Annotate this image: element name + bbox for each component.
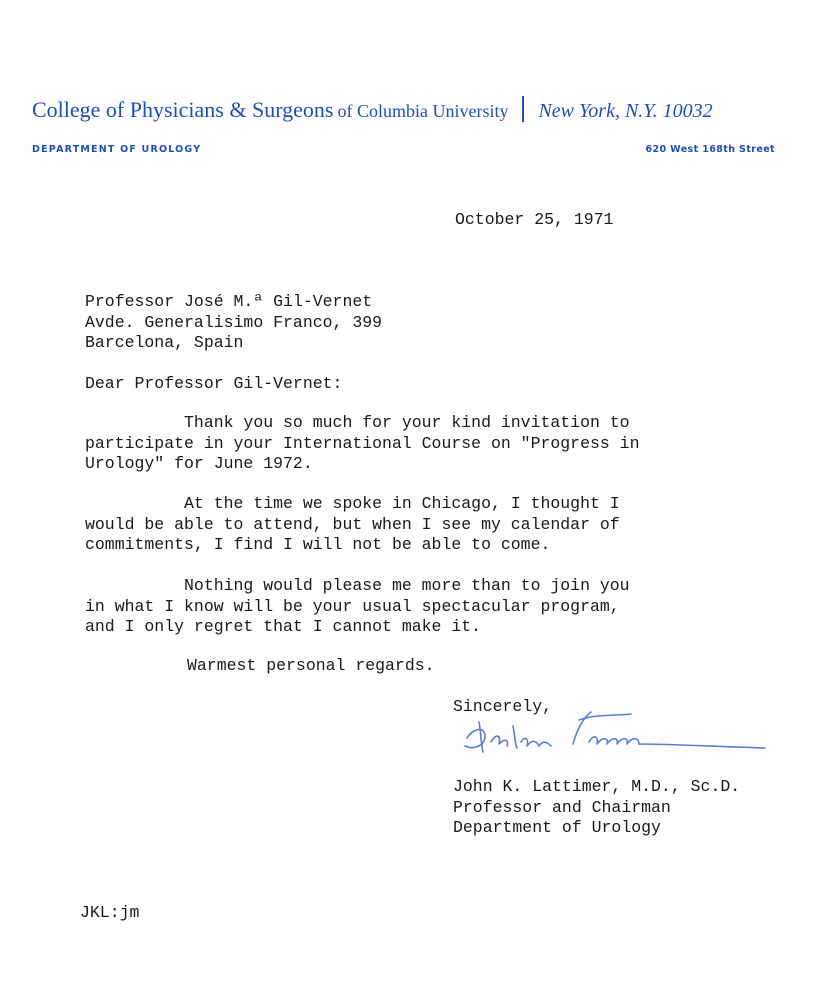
recipient-city: Barcelona, Spain	[85, 333, 244, 352]
regards: Warmest personal regards.	[187, 656, 435, 675]
salutation: Dear Professor Gil-Vernet:	[85, 374, 343, 393]
university-name: of Columbia University	[337, 101, 509, 121]
signer-name: John K. Lattimer, M.D., Sc.D.	[453, 777, 741, 796]
letterhead-city: New York, N.Y. 10032	[538, 100, 713, 122]
signature-block	[453, 777, 740, 839]
signer-title: Professor and Chairman	[453, 797, 671, 817]
typist-initials: JKL:jm	[80, 903, 140, 922]
letter-date: October 25, 1971	[455, 210, 614, 229]
letterhead-divider	[522, 96, 524, 122]
paragraph-1: Thank you so much for your kind invitation to participate in your International Course on "Progress in Urology" for June 1972.	[85, 413, 640, 473]
paragraph-3: Nothing would please me more than to join you in what I know will be your usual spectacular program, and I only regret that I cannot make it.	[85, 576, 630, 636]
recipient-address	[85, 292, 382, 354]
closing: Sincerely,	[453, 697, 553, 716]
handwritten-signature	[455, 702, 775, 762]
recipient-name: Professor José M.ª Gil-Vernet	[85, 292, 373, 311]
paragraph-2: At the time we spoke in Chicago, I thought I would be able to attend, but when I see my calendar of commitments, I find I will not be able to come.	[85, 494, 620, 554]
signer-department: Department of Urology	[453, 818, 661, 837]
letterhead-department: DEPARTMENT OF UROLOGY	[32, 144, 202, 155]
recipient-street: Avde. Generalisimo Franco, 399	[85, 312, 383, 332]
letterhead-title	[32, 96, 822, 123]
letterhead-street: 620 West 168th Street	[645, 144, 775, 155]
institution-name: College of Physicians & Surgeons	[32, 97, 334, 122]
